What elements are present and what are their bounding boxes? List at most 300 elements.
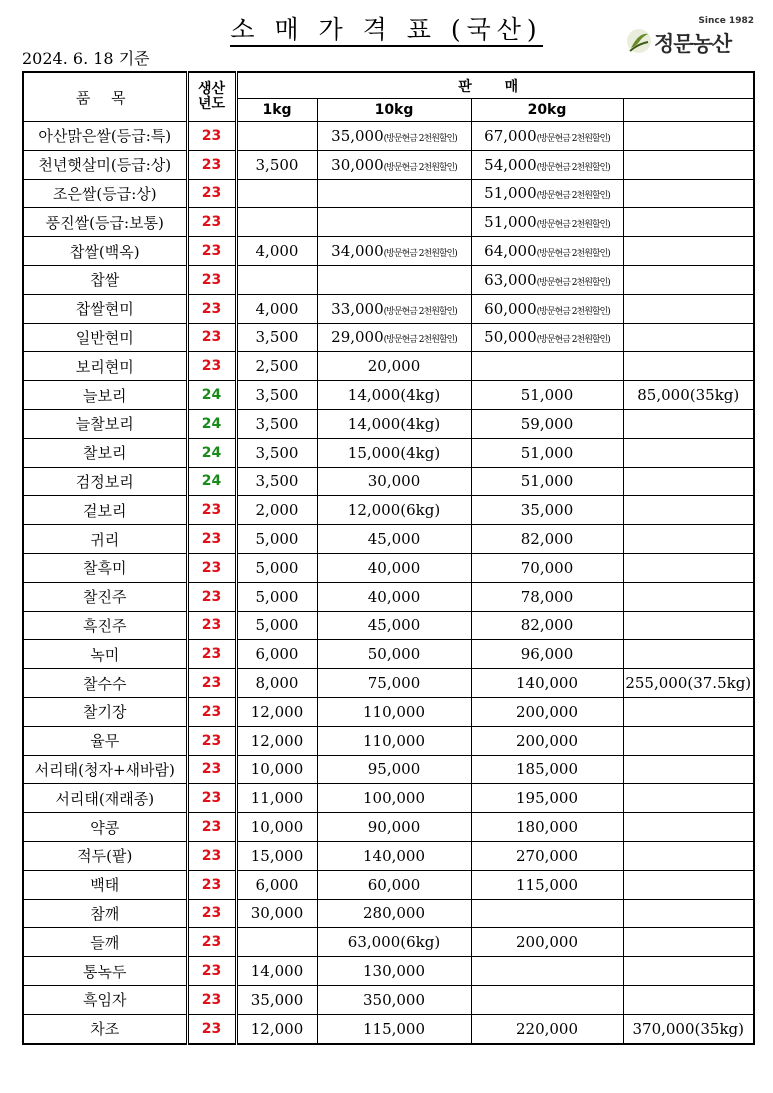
price-value: 35,000 (520, 501, 574, 520)
price-value: 140,000 (362, 846, 426, 865)
price-10kg (317, 179, 471, 208)
header-20kg: 20kg (471, 99, 623, 122)
price-date: 2024. 6. 18 기준 (22, 49, 150, 68)
price-20kg (471, 669, 623, 698)
price-1kg: 3,500 (236, 409, 317, 438)
table-row (23, 899, 754, 928)
price-1kg: 12,000 (236, 726, 317, 755)
price-10kg (317, 899, 471, 928)
price-value: 110,000 (362, 731, 426, 750)
price-10kg (317, 553, 471, 582)
production-year: 23 (187, 265, 236, 294)
price-1kg: 6,000 (236, 870, 317, 899)
price-other (623, 870, 754, 899)
cash-discount-note: (방문현금 2천원할인) (383, 306, 457, 317)
price-value: 64,000 (484, 242, 537, 261)
table-row (23, 208, 754, 237)
price-value: 15,000(4kg) (347, 443, 441, 462)
table-row (23, 179, 754, 208)
price-other: 85,000(35kg) (623, 381, 754, 410)
price-10kg (317, 208, 471, 237)
table-row (23, 755, 754, 784)
price-other: 255,000(37.5kg) (623, 669, 754, 698)
price-1kg (236, 122, 317, 151)
price-value: 45,000 (367, 616, 421, 635)
price-other (623, 640, 754, 669)
price-20kg (471, 870, 623, 899)
price-10kg (317, 582, 471, 611)
price-10kg (317, 985, 471, 1014)
price-10kg (317, 150, 471, 179)
table-row (23, 265, 754, 294)
item-name: 조은쌀(등급:상) (23, 179, 187, 208)
price-1kg: 5,000 (236, 582, 317, 611)
logo-name: 정문농산 (654, 32, 732, 56)
grain-leaf-icon (626, 28, 652, 54)
price-value: 33,000 (331, 299, 384, 318)
price-20kg (471, 899, 623, 928)
price-20kg (471, 726, 623, 755)
table-row (23, 726, 754, 755)
cash-discount-note: (방문현금 2천원할인) (536, 277, 610, 288)
item-name: 찰기장 (23, 697, 187, 726)
price-20kg (471, 957, 623, 986)
price-value: 350,000 (362, 990, 426, 1009)
price-20kg (471, 582, 623, 611)
price-value: 54,000 (484, 155, 537, 174)
price-1kg (236, 179, 317, 208)
table-row (23, 237, 754, 266)
price-10kg (317, 323, 471, 352)
price-20kg (471, 294, 623, 323)
production-year: 23 (187, 553, 236, 582)
table-row (23, 985, 754, 1014)
price-value: 82,000 (520, 530, 574, 549)
price-value: 40,000 (367, 587, 421, 606)
item-name: 늘보리 (23, 381, 187, 410)
price-10kg (317, 669, 471, 698)
company-logo (626, 14, 756, 58)
price-20kg (471, 697, 623, 726)
item-name: 풍진쌀(등급:보통) (23, 208, 187, 237)
price-10kg (317, 352, 471, 381)
item-name: 찹쌀(백옥) (23, 237, 187, 266)
item-name: 참깨 (23, 899, 187, 928)
price-value: 280,000 (362, 904, 426, 923)
price-value: 35,000 (331, 126, 384, 145)
price-10kg (317, 870, 471, 899)
price-other (623, 294, 754, 323)
price-20kg (471, 122, 623, 151)
table-row (23, 784, 754, 813)
cash-discount-note: (방문현금 2천원할인) (536, 133, 610, 144)
price-other (623, 928, 754, 957)
price-other (623, 265, 754, 294)
price-value: 51,000 (520, 386, 574, 405)
price-value: 185,000 (515, 760, 579, 779)
cash-discount-note: (방문현금 2천원할인) (536, 191, 610, 202)
production-year: 23 (187, 525, 236, 554)
table-row (23, 525, 754, 554)
production-year: 23 (187, 611, 236, 640)
logo-since: Since 1982 (698, 16, 754, 26)
price-other (623, 784, 754, 813)
price-value: 45,000 (367, 530, 421, 549)
header-sale: 판 매 (236, 72, 754, 99)
item-name: 찹쌀현미 (23, 294, 187, 323)
price-value: 82,000 (520, 616, 574, 635)
price-other (623, 899, 754, 928)
table-row (23, 352, 754, 381)
price-value: 30,000 (331, 155, 384, 174)
cash-discount-note: (방문현금 2천원할인) (536, 306, 610, 317)
item-name: 백태 (23, 870, 187, 899)
price-value: 200,000 (515, 702, 579, 721)
production-year: 23 (187, 294, 236, 323)
production-year: 24 (187, 467, 236, 496)
price-1kg (236, 265, 317, 294)
price-1kg: 2,000 (236, 496, 317, 525)
header-year: 생산 년도 (187, 72, 236, 122)
price-10kg (317, 237, 471, 266)
item-name: 찹쌀 (23, 265, 187, 294)
price-1kg: 5,000 (236, 553, 317, 582)
price-20kg (471, 381, 623, 410)
table-row (23, 294, 754, 323)
price-value: 67,000 (484, 126, 537, 145)
price-other (623, 755, 754, 784)
price-other (623, 496, 754, 525)
cash-discount-note: (방문현금 2천원할인) (536, 249, 610, 260)
price-1kg: 5,000 (236, 611, 317, 640)
price-20kg (471, 640, 623, 669)
price-1kg: 8,000 (236, 669, 317, 698)
price-10kg (317, 784, 471, 813)
price-value: 60,000 (367, 875, 421, 894)
item-name: 늘찰보리 (23, 409, 187, 438)
item-name: 통녹두 (23, 957, 187, 986)
table-row (23, 323, 754, 352)
price-value: 34,000 (331, 242, 384, 261)
price-1kg: 10,000 (236, 755, 317, 784)
price-10kg (317, 640, 471, 669)
price-other (623, 467, 754, 496)
price-value: 51,000 (484, 213, 537, 232)
item-name: 흑진주 (23, 611, 187, 640)
price-1kg: 15,000 (236, 841, 317, 870)
price-other (623, 841, 754, 870)
price-value: 180,000 (515, 818, 579, 837)
price-1kg: 14,000 (236, 957, 317, 986)
price-20kg (471, 611, 623, 640)
cash-discount-note: (방문현금 2천원할인) (536, 162, 610, 173)
price-table (22, 71, 755, 1045)
price-20kg (471, 841, 623, 870)
price-1kg: 3,500 (236, 150, 317, 179)
production-year: 23 (187, 899, 236, 928)
price-10kg (317, 1014, 471, 1043)
item-name: 들깨 (23, 928, 187, 957)
header-10kg: 10kg (317, 99, 471, 122)
price-other (623, 122, 754, 151)
price-value: 12,000(6kg) (347, 501, 441, 520)
item-name: 찰수수 (23, 669, 187, 698)
price-20kg (471, 755, 623, 784)
price-10kg (317, 755, 471, 784)
item-name: 귀리 (23, 525, 187, 554)
price-20kg (471, 323, 623, 352)
price-value: 115,000 (362, 1019, 426, 1038)
price-value: 40,000 (367, 558, 421, 577)
header-1kg: 1kg (236, 99, 317, 122)
table-row (23, 841, 754, 870)
price-20kg (471, 496, 623, 525)
production-year: 23 (187, 697, 236, 726)
production-year: 23 (187, 1014, 236, 1043)
price-value: 110,000 (362, 702, 426, 721)
item-name: 적두(팥) (23, 841, 187, 870)
price-1kg: 2,500 (236, 352, 317, 381)
price-other (623, 438, 754, 467)
price-value: 63,000 (484, 270, 537, 289)
price-other (623, 237, 754, 266)
item-name: 일반현미 (23, 323, 187, 352)
page-title: 소 매 가 격 표 (국산) (0, 10, 773, 46)
price-other (623, 553, 754, 582)
price-1kg (236, 928, 317, 957)
price-10kg (317, 438, 471, 467)
price-1kg (236, 208, 317, 237)
price-other (623, 611, 754, 640)
cash-discount-note: (방문현금 2천원할인) (383, 249, 457, 260)
price-10kg (317, 467, 471, 496)
price-10kg (317, 381, 471, 410)
price-1kg: 3,500 (236, 438, 317, 467)
price-value: 70,000 (520, 558, 574, 577)
price-value: 90,000 (367, 818, 421, 837)
price-value: 195,000 (515, 789, 579, 808)
price-value: 200,000 (515, 731, 579, 750)
table-row (23, 122, 754, 151)
table-row (23, 640, 754, 669)
table-row (23, 611, 754, 640)
price-1kg: 12,000 (236, 1014, 317, 1043)
price-other (623, 208, 754, 237)
price-20kg (471, 553, 623, 582)
table-row (23, 813, 754, 842)
price-1kg: 35,000 (236, 985, 317, 1014)
cash-discount-note: (방문현금 2천원할인) (536, 335, 610, 346)
price-rows (23, 122, 754, 1044)
price-20kg (471, 1014, 623, 1043)
price-value: 78,000 (520, 587, 574, 606)
production-year: 23 (187, 640, 236, 669)
production-year: 23 (187, 813, 236, 842)
table-row (23, 957, 754, 986)
price-value: 200,000 (515, 933, 579, 952)
production-year: 23 (187, 870, 236, 899)
item-name: 찰보리 (23, 438, 187, 467)
production-year: 23 (187, 726, 236, 755)
table-row (23, 467, 754, 496)
price-20kg (471, 928, 623, 957)
price-1kg: 4,000 (236, 294, 317, 323)
item-name: 흑임자 (23, 985, 187, 1014)
cash-discount-note: (방문현금 2천원할인) (383, 335, 457, 346)
price-1kg: 5,000 (236, 525, 317, 554)
item-name: 찰진주 (23, 582, 187, 611)
production-year: 23 (187, 669, 236, 698)
price-other: 370,000(35kg) (623, 1014, 754, 1043)
price-other (623, 409, 754, 438)
production-year: 23 (187, 496, 236, 525)
item-name: 약콩 (23, 813, 187, 842)
table-row (23, 409, 754, 438)
price-10kg (317, 409, 471, 438)
price-value: 50,000 (484, 328, 537, 347)
price-1kg: 3,500 (236, 381, 317, 410)
price-value: 59,000 (520, 414, 574, 433)
price-value: 14,000(4kg) (347, 386, 441, 405)
price-other (623, 985, 754, 1014)
production-year: 23 (187, 323, 236, 352)
price-10kg (317, 265, 471, 294)
price-value: 220,000 (515, 1019, 579, 1038)
price-10kg (317, 813, 471, 842)
production-year: 23 (187, 985, 236, 1014)
table-row (23, 438, 754, 467)
price-10kg (317, 726, 471, 755)
item-name: 서리태(청자+새바람) (23, 755, 187, 784)
price-1kg: 11,000 (236, 784, 317, 813)
production-year: 23 (187, 352, 236, 381)
price-value: 100,000 (362, 789, 426, 808)
price-10kg (317, 294, 471, 323)
table-row (23, 553, 754, 582)
price-10kg (317, 928, 471, 957)
cash-discount-note: (방문현금 2천원할인) (383, 133, 457, 144)
price-20kg (471, 352, 623, 381)
price-20kg (471, 208, 623, 237)
price-10kg (317, 697, 471, 726)
price-value: 60,000 (484, 299, 537, 318)
price-1kg: 4,000 (236, 237, 317, 266)
price-value: 30,000 (367, 472, 421, 491)
item-name: 율무 (23, 726, 187, 755)
price-1kg: 3,500 (236, 467, 317, 496)
item-name: 녹미 (23, 640, 187, 669)
price-value: 20,000 (367, 357, 421, 376)
price-20kg (471, 467, 623, 496)
price-value: 14,000(4kg) (347, 414, 441, 433)
price-1kg: 6,000 (236, 640, 317, 669)
price-20kg (471, 525, 623, 554)
price-20kg (471, 409, 623, 438)
item-name: 검정보리 (23, 467, 187, 496)
price-other (623, 813, 754, 842)
price-20kg (471, 784, 623, 813)
price-1kg: 10,000 (236, 813, 317, 842)
header-other (623, 99, 754, 122)
table-row (23, 697, 754, 726)
production-year: 23 (187, 582, 236, 611)
price-1kg: 12,000 (236, 697, 317, 726)
price-value: 96,000 (520, 645, 574, 664)
price-other (623, 352, 754, 381)
header-item: 품 목 (23, 72, 187, 122)
production-year: 23 (187, 150, 236, 179)
price-20kg (471, 813, 623, 842)
production-year: 23 (187, 179, 236, 208)
item-name: 겉보리 (23, 496, 187, 525)
production-year: 24 (187, 409, 236, 438)
production-year: 23 (187, 957, 236, 986)
table-row (23, 150, 754, 179)
price-1kg: 3,500 (236, 323, 317, 352)
price-other (623, 150, 754, 179)
price-value: 50,000 (367, 645, 421, 664)
price-other (623, 697, 754, 726)
price-other (623, 179, 754, 208)
price-10kg (317, 122, 471, 151)
item-name: 서리태(재래종) (23, 784, 187, 813)
price-1kg: 30,000 (236, 899, 317, 928)
cash-discount-note: (방문현금 2천원할인) (536, 220, 610, 231)
price-value: 130,000 (362, 962, 426, 980)
table-row (23, 496, 754, 525)
table-row (23, 381, 754, 410)
price-value: 140,000 (515, 674, 579, 693)
price-value: 75,000 (367, 674, 421, 693)
production-year: 23 (187, 784, 236, 813)
cash-discount-note: (방문현금 2천원할인) (383, 162, 457, 173)
table-row (23, 669, 754, 698)
table-row (23, 928, 754, 957)
table-row (23, 870, 754, 899)
price-other (623, 525, 754, 554)
production-year: 23 (187, 122, 236, 151)
price-20kg (471, 265, 623, 294)
item-name: 차조 (23, 1014, 187, 1043)
price-10kg (317, 841, 471, 870)
item-name: 보리현미 (23, 352, 187, 381)
price-20kg (471, 438, 623, 467)
price-value: 51,000 (520, 443, 574, 462)
production-year: 24 (187, 381, 236, 410)
price-10kg (317, 525, 471, 554)
production-year: 23 (187, 208, 236, 237)
item-name: 찰흑미 (23, 553, 187, 582)
production-year: 23 (187, 237, 236, 266)
price-value: 29,000 (331, 328, 384, 347)
price-20kg (471, 237, 623, 266)
production-year: 24 (187, 438, 236, 467)
production-year: 23 (187, 755, 236, 784)
price-20kg (471, 150, 623, 179)
production-year: 23 (187, 928, 236, 957)
item-name: 천년햇살미(등급:상) (23, 150, 187, 179)
price-20kg (471, 179, 623, 208)
price-value: 51,000 (484, 184, 537, 203)
price-value: 63,000(6kg) (347, 933, 441, 952)
price-value: 95,000 (367, 760, 421, 779)
table-row (23, 1014, 754, 1043)
price-other (623, 957, 754, 986)
price-20kg (471, 985, 623, 1014)
production-year: 23 (187, 841, 236, 870)
price-value: 270,000 (515, 846, 579, 865)
price-10kg (317, 957, 471, 986)
